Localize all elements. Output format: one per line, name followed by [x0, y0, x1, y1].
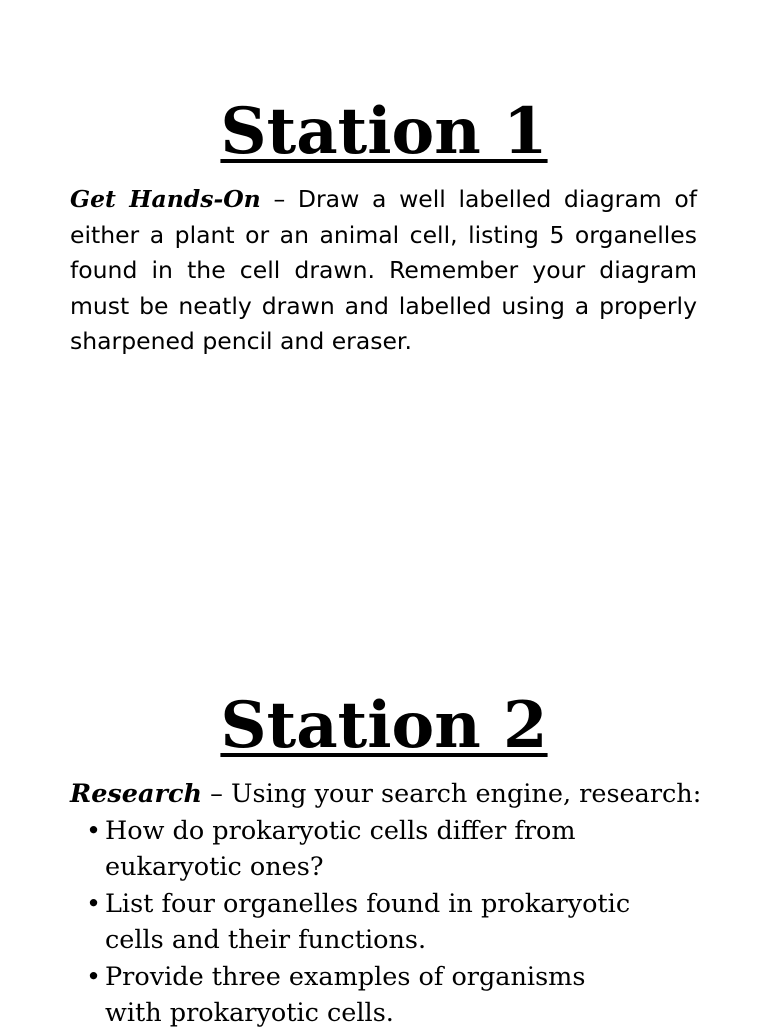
- station-1-body: Draw a well labelled diagram of either a plant or an animal cell, listing 5 organelles found in the cell drawn. Remember your diagram must be neatly drawn and labelled using a properly sharpened pencil and eraser.: [70, 185, 697, 355]
- station-2-intro-line: [70, 776, 710, 813]
- station-1-instructions: [70, 182, 697, 360]
- bullet-icon: •: [86, 961, 102, 992]
- station-2-intro: Using your search engine, research:: [231, 779, 702, 809]
- list-item-text: Provide three examples of organisms with prokaryotic cells.: [105, 961, 586, 1028]
- list-item: [70, 813, 645, 886]
- station-2-title: Station 2: [220, 688, 548, 763]
- station-1-separator: –: [260, 185, 298, 213]
- station-2-lead: Research: [70, 779, 203, 809]
- list-item: [70, 886, 645, 959]
- station-1-lead: Get Hands-On: [70, 185, 261, 213]
- list-item-text: List four organelles found in prokaryotic cells and their functions.: [105, 888, 631, 955]
- research-question-list: [70, 813, 710, 1032]
- bullet-icon: •: [86, 815, 102, 846]
- station-2-instructions: [70, 776, 710, 1032]
- station-2-separator: –: [202, 779, 231, 809]
- list-item-text: How do prokaryotic cells differ from eukaryotic ones?: [105, 815, 576, 882]
- list-item: [70, 959, 645, 1032]
- bullet-icon: •: [86, 888, 102, 919]
- station-1-title: Station 1: [220, 94, 548, 169]
